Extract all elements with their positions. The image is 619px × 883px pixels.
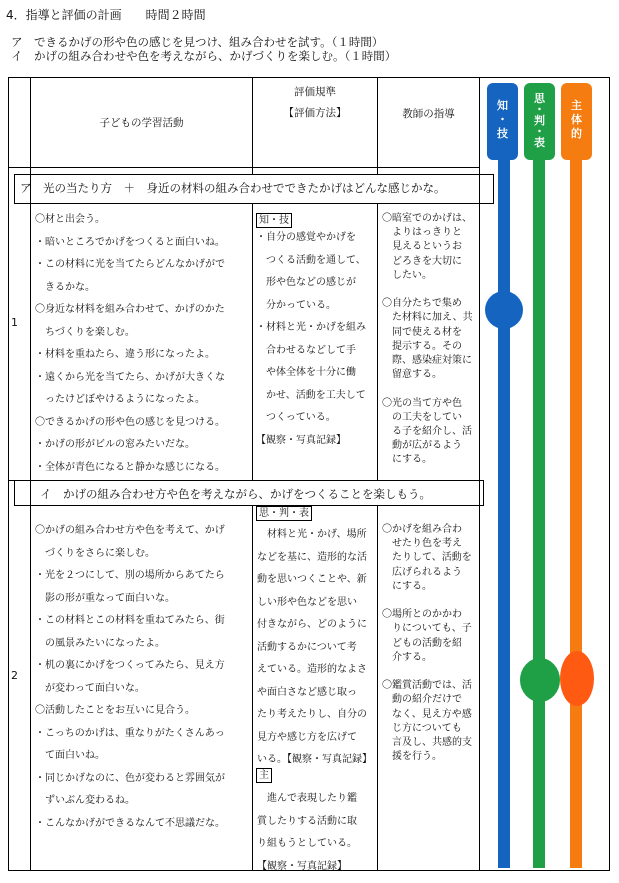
unit1-teacher [382, 212, 473, 468]
activity-line: が変わって面白いな。 [35, 682, 145, 694]
teacher-note-line: にする。 [382, 454, 432, 466]
teacher-note-line: せたり色を考え [382, 538, 462, 550]
criteria-line: 【観察・写真記録】 [256, 434, 346, 446]
criteria-line: ・材料と光・かげを組み [256, 322, 366, 333]
unit2-number: 2 [11, 669, 18, 682]
criteria-line: つくる活動を通して、 [256, 254, 366, 266]
criteria-line: 分かっている。 [256, 299, 336, 311]
activity-line: ずいぶん変わるね。 [35, 795, 135, 806]
activity-line: ・全体が青色になると静かな感じになる。 [35, 461, 225, 473]
teacher-note-line: 援を行う。 [382, 751, 442, 763]
unit1-activities [35, 209, 225, 479]
teacher-note-line: どろきを大切に [382, 255, 462, 267]
teacher-note-line: 言及し、共感的支 [382, 737, 472, 749]
criteria-line: しい形や色などを思い [257, 596, 357, 608]
criteria-line: り組もうとしている。 [257, 838, 357, 849]
unit2-criteria2 [257, 788, 357, 878]
unit2-criteria-tag2: 主 [256, 768, 272, 783]
activity-line: ・この材料に光を当てたらどんなかげがで [35, 259, 225, 270]
teacher-note-line [382, 382, 473, 396]
activity-line: ・かげの形がビルの窓みたいだな。 [35, 439, 195, 450]
teacher-note-line: なく、見え方や感 [382, 708, 472, 720]
header-teacher: 教師の指導 [402, 108, 455, 120]
teacher-note-line: 動の紹介だけで [382, 694, 462, 706]
teacher-note-line: よりはっきりと [382, 227, 462, 239]
criteria-line: いる。【観察・写真記録】 [257, 754, 372, 765]
activity-line: ・こっちのかげは、重なりがたくさんあっ [35, 727, 225, 739]
criteria-line: 動を思いつくことや、新 [257, 574, 367, 585]
criteria-line: 形や色などの感じが [256, 277, 356, 288]
thinking-bar-stem [533, 150, 545, 868]
teacher-note-line: 提示する。その [382, 340, 462, 352]
teacher-note-line: にする。 [382, 580, 432, 592]
activity-line: ・こんなかげができるなんて不思議だな。 [35, 817, 225, 829]
activity-line: 〇かげの組み合わせ方や色を考えて、かげ [35, 525, 225, 536]
activity-line: ったけどぼやけるようになったよ。 [35, 394, 205, 405]
unit2-criteria [257, 524, 372, 772]
criteria-line: や体全体を十分に働 [256, 367, 356, 378]
criteria-line: 【観察・写真記録】 [257, 860, 347, 872]
activity-line: ・この材料とこの材料を重ねてみたら、街 [35, 615, 225, 626]
unit2-criteria-tag: 思・判・表 [256, 506, 312, 521]
activity-line: ・遠くから光を当てたら、かげが大きくな [35, 371, 225, 383]
criteria-line: 進んで表現したり鑑 [257, 793, 357, 804]
activity-line: の風景みたいになったよ。 [35, 637, 165, 649]
activity-line: ちづくりを楽しむ。 [35, 326, 135, 338]
criteria-line: や面白さなど感じ取っ [257, 686, 357, 698]
unit1-number: 1 [11, 316, 18, 329]
criteria-line: つくっている。 [256, 412, 336, 423]
objective-a: ア できるかげの形や色の感じを見つけ、組み合わせを試す。（１時間） [11, 35, 384, 49]
knowledge-dot [485, 291, 523, 329]
teacher-note-line: じ方についても [382, 722, 462, 734]
teacher-note-line: 〇鑑賞活動では、活 [382, 680, 472, 692]
teacher-note-line: たりして、活動を [382, 552, 472, 564]
teacher-note-line: 〇光の当て方や色 [382, 397, 462, 409]
activity-line: ・机の裏にかげをつくってみたら、見え方 [35, 660, 225, 671]
teacher-note-line: 同で使える材を [382, 326, 462, 338]
criteria-line: たり考えたりし、自分の [257, 709, 367, 720]
thinking-dot [520, 658, 560, 702]
activity-line: て面白いね。 [35, 750, 105, 761]
criteria-line: かせ、活動を工夫して [256, 389, 366, 401]
activity-line: きるかな。 [35, 281, 95, 293]
activity-line: 〇活動したことをお互いに見合う。 [35, 705, 195, 716]
teacher-note-line: る子を紹介し、活 [382, 426, 472, 438]
knowledge-bar-label: 知 ・ 技 [487, 83, 518, 160]
thinking-bar-label: 思 ・ 判 ・ 表 [524, 83, 555, 160]
activity-line: ・同じかげなのに、色が変わると雰囲気が [35, 772, 225, 784]
unit2-teacher [382, 523, 472, 764]
teacher-note-line: た材料に加え、共 [382, 312, 473, 324]
teacher-note-line: 介する。 [382, 651, 432, 663]
teacher-note-line: りについても、子 [382, 623, 472, 635]
teacher-note-line [382, 283, 473, 297]
teacher-note-line: 見えるというお [382, 241, 462, 253]
header-criteria: 評価規準 【評価方法】 [283, 86, 347, 119]
activity-line: づくりをさらに楽しむ。 [35, 547, 155, 559]
activity-line: 〇材と出会う。 [35, 214, 105, 225]
knowledge-bar-stem [498, 150, 510, 868]
attitude-bar-stem [570, 150, 582, 868]
criteria-line: などを基に、造形的な活 [257, 551, 367, 563]
unit1-banner: ア 光の当たり方 ＋ 身近の材料の組み合わせでできたかげはどんな感じかな。 [20, 181, 446, 195]
teacher-note-line: 〇自分たちで集め [382, 298, 462, 310]
teacher-note-line: 留意する。 [382, 369, 442, 381]
criteria-line: 付きながら、どのように [257, 619, 367, 630]
teacher-note-line: 〇かげを組み合わ [382, 524, 462, 535]
teacher-note-line: 〇場所とのかかわ [382, 609, 462, 621]
attitude-bar-label: 主 体 的 [561, 83, 592, 160]
unit2-activities [35, 520, 225, 835]
unit1-criteria [256, 227, 366, 452]
criteria-line: ・自分の感覚やかげを [256, 232, 356, 243]
criteria-line: 材料と光・かげ、場所 [257, 529, 367, 540]
activity-line: ・暗いところでかげをつくると面白いね。 [35, 236, 225, 248]
teacher-note-line: どもの活動を紹 [382, 637, 462, 649]
teacher-note-line: の工夫をしてい [382, 411, 462, 423]
criteria-line: 合わせるなどして手 [256, 344, 356, 356]
activity-line: 〇できるかげの形や色の感じを見つける。 [35, 416, 225, 428]
attitude-dot [560, 651, 594, 706]
header-activity: 子どもの学習活動 [99, 117, 184, 129]
activity-line: 〇身近な材料を組み合わせて、かげのかた [35, 304, 225, 315]
objective-b: イ かげの組み合わせや色を考えながら、かげづくりを楽しむ。（１時間） [11, 49, 397, 63]
teacher-note-line: したい。 [382, 269, 432, 281]
teacher-note-line: 〇暗室でのかげは、 [382, 213, 472, 224]
section-title: 4．指導と評価の計画 時間２時間 [6, 8, 206, 22]
activity-line: ・光を２つにして、別の場所からあてたら [35, 570, 225, 581]
unit1-criteria-tag: 知・技 [256, 213, 292, 228]
criteria-line: 賞したりする活動に取 [257, 815, 357, 827]
activity-line: 影の形が重なって面白いな。 [35, 592, 175, 604]
teacher-note-line [382, 594, 472, 608]
teacher-note-line: 広げられるよう [382, 566, 462, 578]
teacher-note-line: 動が広がるよう [382, 440, 462, 452]
criteria-line: えている。造形的なよさ [257, 664, 367, 675]
teacher-note-line [382, 665, 472, 679]
criteria-line: 活動するかについて考 [257, 641, 357, 653]
criteria-line: 見方や感じ方を広げて [257, 731, 357, 743]
teacher-note-line: 際、感染症対策に [382, 355, 472, 367]
activity-line: ・材料を重ねたら、違う形になったよ。 [35, 349, 215, 360]
unit2-banner: イ かげの組み合わせ方や色を考えながら、かげをつくることを楽しもう。 [40, 487, 431, 501]
